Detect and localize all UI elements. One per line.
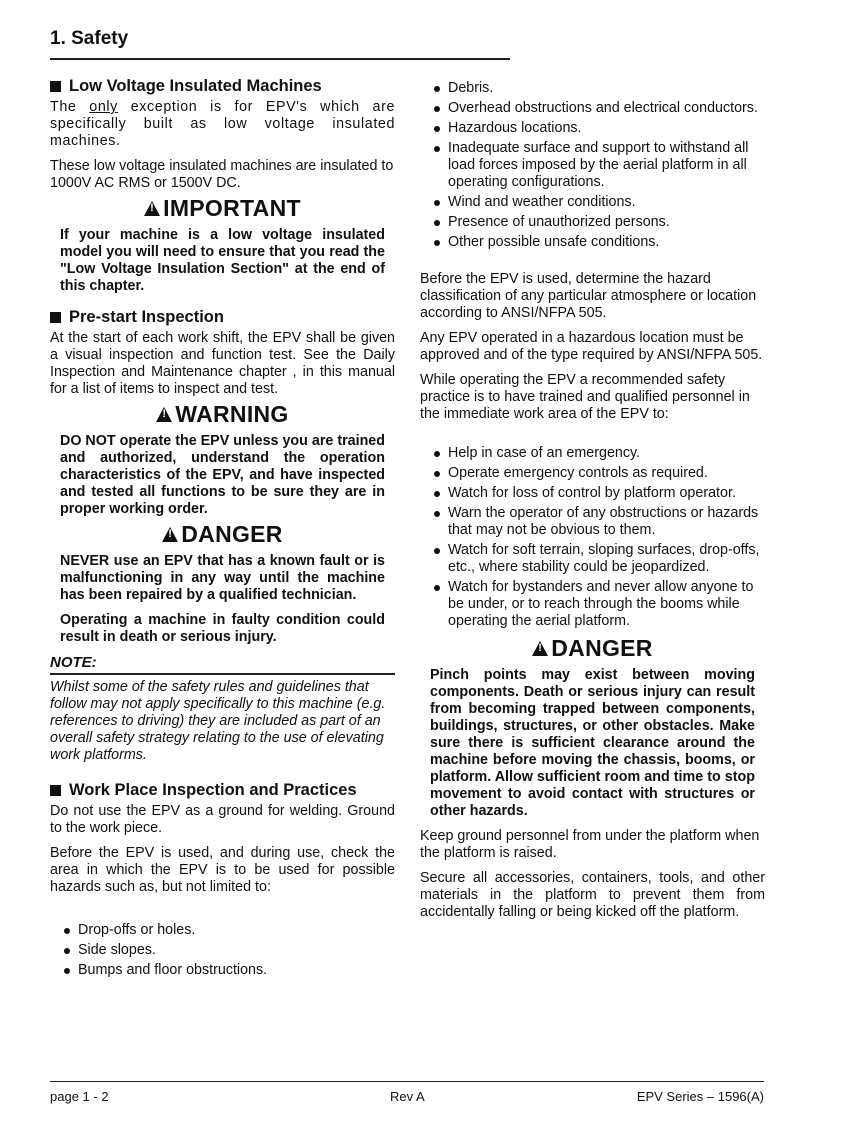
paragraph: While operating the EPV a recommended safety practice is to have trained and qualified personnel in the immediate work area of the EPV to: xyxy=(420,372,750,422)
square-bullet-icon xyxy=(50,81,61,92)
section-heading-text: Work Place Inspection and Practices xyxy=(69,781,357,799)
list-item: Overhead obstructions and electrical conductors. xyxy=(434,100,765,117)
warning-triangle-icon xyxy=(156,407,172,422)
paragraph: These low voltage insulated machines are insulated to 1000V AC RMS or 1500V DC. xyxy=(50,158,394,191)
list-item: Drop-offs or holes. xyxy=(64,922,395,939)
page-title: 1. Safety xyxy=(50,28,129,49)
paragraph: At the start of each work shift, the EPV shall be given a visual inspection and function test. See the Daily Inspection and Maintenance chapter , in this manual for a list of items to inspect and test. xyxy=(50,330,395,397)
list-item: Other possible unsafe conditions. xyxy=(434,234,765,251)
personnel-duties-list xyxy=(420,445,765,630)
list-item: Help in case of an emergency. xyxy=(434,445,765,462)
list-item: Watch for bystanders and never allow anyone to be under, or to reach through the booms while operating the aerial platform. xyxy=(434,579,765,630)
page-number: page 1 - 2 xyxy=(50,1089,109,1104)
paragraph: Keep ground personnel from under the platform when the platform is raised. xyxy=(420,828,760,861)
square-bullet-icon xyxy=(50,312,61,323)
callout-label: WARNING xyxy=(175,401,289,427)
hazard-list-continued xyxy=(420,80,765,251)
list-item: Side slopes. xyxy=(64,942,395,959)
list-item: Bumps and floor obstructions. xyxy=(64,962,395,979)
paragraph: Before the EPV is used, and during use, check the area in which the EPV is to be used for possible hazards such as, but not limited to: xyxy=(50,845,395,895)
list-item: Debris. xyxy=(434,80,765,97)
danger-text: Pinch points may exist between moving components. Death or serious injury can result from becoming trapped between components, buildings, structures, or other obstacles. Make sure there is sufficient clearance around the machine before moving the chassis, booms, or platform. Allow sufficient room and time to stop movement to avoid contact with structures or other hazards. xyxy=(430,667,755,819)
square-bullet-icon xyxy=(50,785,61,796)
callout-label: IMPORTANT xyxy=(163,195,301,221)
danger-text: NEVER use an EPV that has a known fault or is malfunctioning in any way until the machine has been repaired by a qualified technician. xyxy=(60,553,385,603)
list-item: Watch for loss of control by platform operator. xyxy=(434,485,765,502)
emphasis-only: only xyxy=(89,99,118,115)
danger-text: Operating a machine in faulty condition could result in death or serious injury. xyxy=(60,612,385,645)
callout-label: DANGER xyxy=(551,635,653,661)
section-heading-low-voltage xyxy=(50,78,395,95)
list-item: Hazardous locations. xyxy=(434,120,765,137)
section-heading-prestart xyxy=(50,309,395,326)
warning-triangle-icon xyxy=(144,201,160,216)
list-item: Operate emergency controls as required. xyxy=(434,465,765,482)
paragraph: Any EPV operated in a hazardous location must be approved and of the type required by ANSI/NFPA 505. xyxy=(420,330,763,363)
callout-label: DANGER xyxy=(181,521,283,547)
warning-text: DO NOT operate the EPV unless you are trained and authorized, understand the operation characteristics of the EPV, and have inspected and tested all functions to be sure they are in proper working order. xyxy=(60,433,385,517)
danger-callout xyxy=(420,635,765,661)
right-column xyxy=(420,80,765,929)
text-span: exception is for EPV's which are specifically built as low voltage insulated machines. xyxy=(50,99,395,149)
paragraph: Before the EPV is used, determine the hazard classification of any particular atmosphere or location according to ANSI/NFPA 505. xyxy=(420,271,757,321)
list-item: Warn the operator of any obstructions or hazards that may not be obvious to them. xyxy=(434,505,765,539)
section-heading-text: Pre-start Inspection xyxy=(69,308,224,326)
revision: Rev A xyxy=(390,1089,425,1104)
important-callout xyxy=(50,195,395,221)
list-item: Inadequate surface and support to withstand all load forces imposed by the aerial platform in all operating configurations. xyxy=(434,140,765,191)
list-item: Presence of unauthorized persons. xyxy=(434,214,765,231)
section-heading-workplace xyxy=(50,782,395,799)
paragraph: Do not use the EPV as a ground for welding. Ground to the work piece. xyxy=(50,803,395,836)
warning-triangle-icon xyxy=(532,641,548,656)
paragraph xyxy=(50,99,395,150)
list-item: Watch for soft terrain, sloping surfaces, drop-offs, etc., where stability could be jeopardized. xyxy=(434,542,765,576)
document-series: EPV Series – 1596(A) xyxy=(636,1089,764,1104)
footer-divider xyxy=(50,1081,764,1082)
section-heading-text: Low Voltage Insulated Machines xyxy=(69,77,322,95)
danger-callout xyxy=(50,521,395,547)
note-label: NOTE: xyxy=(50,654,395,675)
list-item: Wind and weather conditions. xyxy=(434,194,765,211)
hazard-list xyxy=(50,922,395,979)
important-text: If your machine is a low voltage insulated model you will need to ensure that you read the "Low Voltage Insulation Section" at the end of this chapter. xyxy=(60,227,385,294)
left-column xyxy=(50,78,395,982)
note-text: Whilst some of the safety rules and guidelines that follow may not apply specifically to this machine (e.g. references to driving) they are included as part of an overall safety strategy relating to the use of elevating work platforms. xyxy=(50,679,386,763)
warning-callout xyxy=(50,401,395,427)
header-divider xyxy=(50,58,510,60)
warning-triangle-icon xyxy=(162,527,178,542)
paragraph: Secure all accessories, containers, tools, and other materials in the platform to prevent them from accidentally falling or being kicked off the platform. xyxy=(420,870,765,920)
text-span: The xyxy=(50,99,90,115)
